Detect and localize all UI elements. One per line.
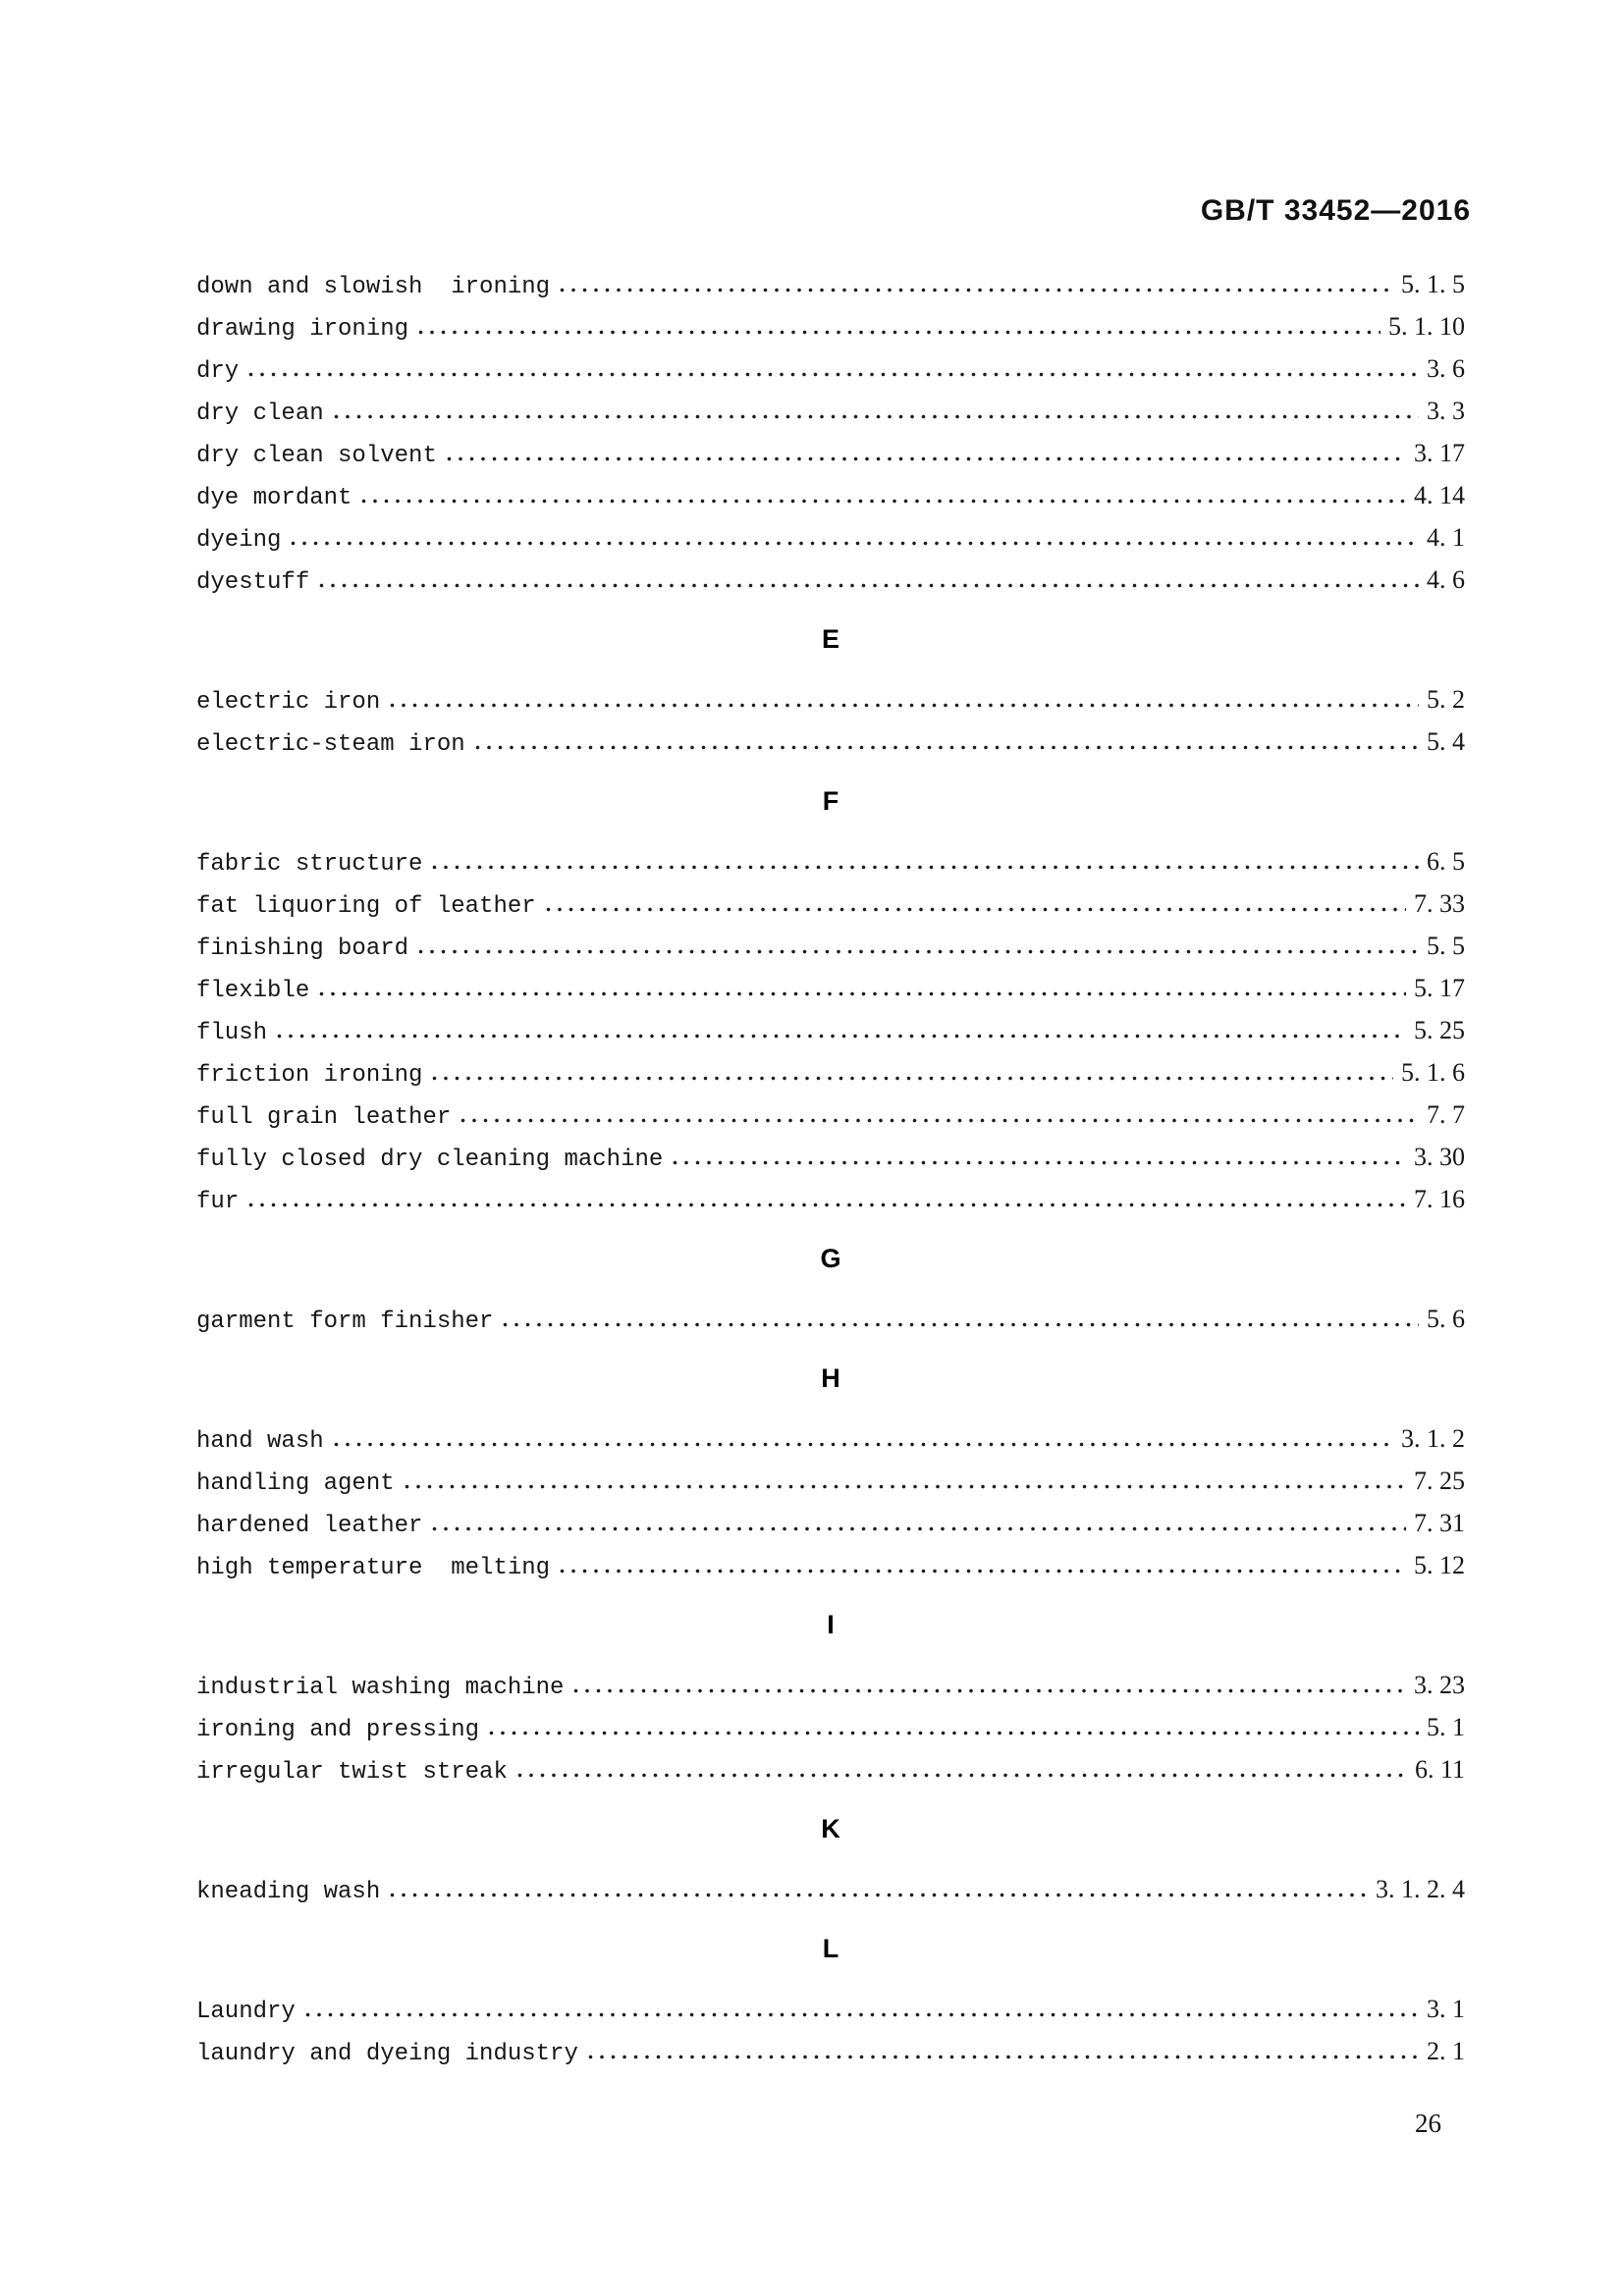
dot-leader	[390, 1893, 1368, 1897]
index-section-ref: 4. 6	[1427, 565, 1465, 594]
dot-leader	[334, 1442, 1393, 1447]
index-section-ref: 7. 25	[1414, 1467, 1465, 1495]
index-term: electric iron	[196, 689, 381, 716]
index-term: kneading wash	[196, 1879, 381, 1905]
index-section-ref: 5. 1. 10	[1388, 312, 1465, 341]
index-entry-row	[196, 474, 1465, 516]
dot-leader	[432, 1076, 1393, 1081]
dot-leader	[460, 1118, 1419, 1123]
index-term: drawing ironing	[196, 316, 409, 343]
dot-leader	[432, 1526, 1406, 1531]
dot-leader	[546, 907, 1406, 912]
index-term: finishing board	[196, 935, 409, 962]
index-section-ref: 5. 4	[1427, 727, 1465, 756]
dot-leader	[291, 541, 1419, 546]
dot-leader	[447, 456, 1406, 461]
dot-leader	[418, 330, 1380, 335]
index-entry-row	[196, 1460, 1465, 1502]
index-section-ref: 7. 7	[1427, 1100, 1465, 1129]
index-section-ref: 7. 31	[1414, 1509, 1465, 1537]
index-term: dry clean solvent	[196, 443, 437, 469]
dot-leader	[503, 1322, 1419, 1327]
index-section-ref: 5. 12	[1414, 1551, 1465, 1579]
index-section-ref: 3. 23	[1414, 1671, 1465, 1699]
index-term: dry clean	[196, 400, 324, 427]
section-letter-heading: E	[821, 624, 839, 654]
index-term: electric-steam iron	[196, 731, 465, 758]
index-term: full grain leather	[196, 1104, 452, 1131]
index-entry-row	[196, 721, 1465, 763]
section-letter-heading: G	[820, 1244, 841, 1273]
index-section-ref: 5. 6	[1427, 1305, 1465, 1333]
index-entry-row	[196, 1136, 1465, 1178]
index-section-ref: 3. 1. 2. 4	[1376, 1875, 1465, 1903]
index-entry-row	[196, 840, 1465, 882]
index-section-ref: 3. 30	[1414, 1143, 1465, 1171]
index-term: dye mordant	[196, 485, 352, 511]
dot-leader	[319, 583, 1419, 588]
index-section-ref: 5. 1	[1427, 1713, 1465, 1741]
index-section-ref: 3. 17	[1414, 439, 1465, 467]
index-section-ref: 6. 5	[1427, 847, 1465, 876]
dot-leader	[277, 1034, 1406, 1039]
dot-leader	[489, 1731, 1419, 1735]
index-section-ref: 5. 1. 6	[1401, 1058, 1465, 1087]
index-entry-row	[196, 1178, 1465, 1220]
dot-leader	[361, 499, 1406, 504]
dot-leader	[248, 1202, 1406, 1207]
index-entry-row	[196, 2030, 1465, 2072]
index-section-ref: 3. 1. 2	[1401, 1424, 1465, 1453]
index-entry-row	[196, 1748, 1465, 1790]
index-term: dry	[196, 358, 240, 385]
index-section-ref: 5. 5	[1427, 932, 1465, 960]
index-section-ref: 4. 14	[1414, 481, 1465, 509]
index-entry-row	[196, 305, 1465, 347]
dot-leader	[319, 991, 1406, 996]
index-entry-row	[196, 1009, 1465, 1051]
index-section-ref: 7. 16	[1414, 1185, 1465, 1213]
index-term: industrial washing machine	[196, 1675, 565, 1701]
index-entry-row	[196, 967, 1465, 1009]
index-section-ref: 5. 2	[1427, 685, 1465, 714]
index-section-ref: 4. 1	[1427, 523, 1465, 552]
index-entry-row	[196, 1868, 1465, 1910]
index-term: flush	[196, 1020, 268, 1046]
dot-leader	[418, 949, 1419, 954]
index-entry-row	[196, 678, 1465, 721]
index-entry-row	[196, 925, 1465, 967]
dot-leader	[673, 1160, 1406, 1165]
dot-leader	[390, 703, 1419, 708]
index-entry-row	[196, 882, 1465, 925]
page-number: 26	[1415, 2109, 1441, 2138]
index-section-ref: 2. 1	[1427, 2037, 1465, 2065]
index-term: fabric structure	[196, 851, 423, 878]
index-entry-row	[196, 1094, 1465, 1136]
index-term: friction ironing	[196, 1062, 423, 1089]
dot-leader	[432, 865, 1419, 870]
index-entry-row	[196, 1298, 1465, 1340]
index-term: dyestuff	[196, 569, 310, 596]
index-term: hand wash	[196, 1428, 324, 1455]
dot-leader	[334, 414, 1419, 419]
index-entry-row	[196, 1988, 1465, 2030]
index-entry-row	[196, 559, 1465, 601]
dot-leader	[405, 1484, 1406, 1489]
index-term: fat liquoring of leather	[196, 893, 536, 920]
index-entry-row	[196, 1417, 1465, 1460]
index-term: irregular twist streak	[196, 1759, 508, 1786]
index-term: high temperature melting	[196, 1555, 551, 1581]
index-term: ironing and pressing	[196, 1717, 480, 1743]
dot-leader	[517, 1773, 1407, 1778]
index-term: dyeing	[196, 527, 282, 554]
index-term: garment form finisher	[196, 1308, 494, 1335]
index-entry-row	[196, 1051, 1465, 1094]
index-section-ref: 3. 3	[1427, 397, 1465, 425]
index-section-ref: 3. 6	[1427, 354, 1465, 383]
index-term: hardened leather	[196, 1513, 423, 1539]
index-section-ref: 6. 11	[1414, 1755, 1465, 1784]
index-entry-row	[196, 1544, 1465, 1586]
index-term: flexible	[196, 978, 310, 1004]
dot-leader	[560, 288, 1393, 293]
section-letter-heading: H	[821, 1363, 840, 1393]
dot-leader	[573, 1688, 1406, 1693]
section-letter-heading: F	[822, 786, 839, 816]
index-term: Laundry	[196, 1999, 296, 2025]
index-entry-row	[196, 347, 1465, 390]
index-entry-row	[196, 390, 1465, 432]
index-entry-row	[196, 516, 1465, 559]
section-letter-heading: K	[821, 1814, 840, 1843]
dot-leader	[305, 2012, 1419, 2017]
index-term: fur	[196, 1189, 240, 1215]
index-section-ref: 5. 25	[1414, 1016, 1465, 1044]
index-term: fully closed dry cleaning machine	[196, 1147, 664, 1173]
index-section-ref: 5. 17	[1414, 974, 1465, 1002]
dot-leader	[560, 1569, 1406, 1574]
index-term: laundry and dyeing industry	[196, 2041, 578, 2067]
dot-leader	[248, 372, 1419, 377]
index-entry-row	[196, 1502, 1465, 1544]
dot-leader	[475, 745, 1419, 750]
index-section-ref: 5. 1. 5	[1401, 270, 1465, 298]
index-entry-row	[196, 263, 1465, 305]
section-letter-heading: I	[827, 1610, 835, 1639]
index-entry-row	[196, 1664, 1465, 1706]
index-entry-row	[196, 1706, 1465, 1748]
index-term: handling agent	[196, 1470, 395, 1497]
index-section-ref: 3. 1	[1427, 1995, 1465, 2023]
section-letter-heading: L	[822, 1934, 839, 1963]
standard-code-header: GB/T 33452—2016	[1200, 194, 1471, 227]
index-entry-row	[196, 432, 1465, 474]
index-term: down and slowish ironing	[196, 274, 551, 300]
dot-leader	[588, 2055, 1419, 2059]
index-section-ref: 7. 33	[1414, 889, 1465, 918]
